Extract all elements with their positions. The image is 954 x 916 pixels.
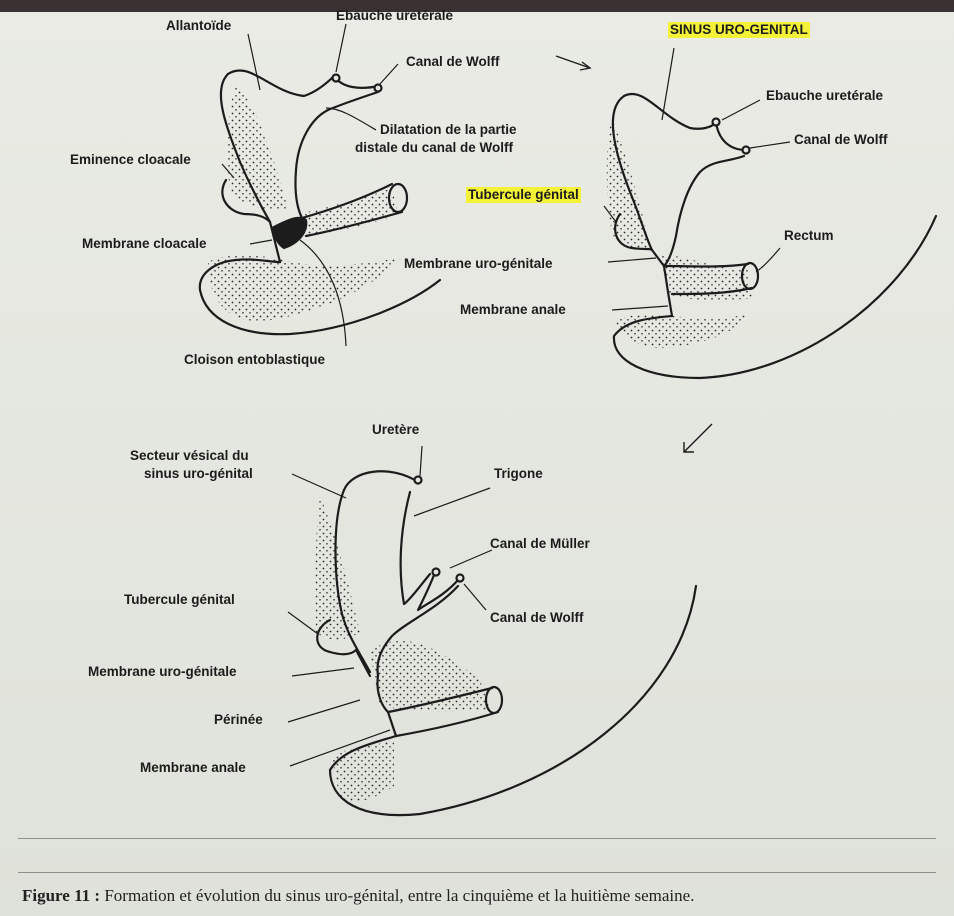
label-ebauche-ureterale-stage1: Ebauche uretérale: [336, 8, 454, 23]
stage-arrows: [556, 56, 712, 452]
caption-prefix: Figure 11 :: [22, 886, 101, 905]
label-dilatation-line2: distale du canal de Wolff: [355, 140, 514, 155]
label-eminence-cloacale: Eminence cloacale: [70, 152, 191, 167]
caption-rule-bottom: [18, 872, 936, 873]
label-uretere: Uretère: [372, 422, 420, 437]
label-ebauche-ureterale-stage2: Ebauche uretérale: [766, 88, 884, 103]
label-membrane-uro-genitale-stage3: Membrane uro-génitale: [88, 664, 237, 679]
label-canal-muller: Canal de Müller: [490, 536, 590, 551]
label-dilatation-line1: Dilatation de la partie: [380, 122, 517, 137]
label-canal-wolff-stage1: Canal de Wolff: [406, 54, 500, 69]
figure-caption: [22, 886, 694, 906]
label-membrane-cloacale: Membrane cloacale: [82, 236, 207, 251]
label-rectum: Rectum: [784, 228, 834, 243]
label-secteur-vesical-line2: sinus uro-génital: [144, 466, 253, 481]
label-tubercule-genital-stage3: Tubercule génital: [124, 592, 235, 607]
caption-rule-top: [18, 838, 936, 839]
label-secteur-vesical-line1: Secteur vésical du: [130, 448, 249, 463]
label-trigone: Trigone: [494, 466, 543, 481]
label-canal-wolff-stage3: Canal de Wolff: [490, 610, 584, 625]
label-perinee: Périnée: [214, 712, 263, 727]
stage-1-drawing: [200, 70, 440, 334]
label-membrane-uro-genitale-stage2: Membrane uro-génitale: [404, 256, 553, 271]
label-membrane-anale-stage2: Membrane anale: [460, 302, 566, 317]
label-tubercule-genital-stage2: Tubercule génital: [468, 187, 579, 202]
caption-text: Formation et évolution du sinus uro-génital, entre la cinquième et la huitième semaine.: [100, 886, 695, 905]
label-canal-wolff-stage2: Canal de Wolff: [794, 132, 888, 147]
label-allantoide: Allantoïde: [166, 18, 232, 33]
stage-3-drawing: [316, 471, 696, 815]
label-cloison-entoblastique: Cloison entoblastique: [184, 352, 326, 367]
label-sinus-uro-genital: SINUS URO-GENITAL: [670, 22, 808, 37]
label-membrane-anale-stage3: Membrane anale: [140, 760, 246, 775]
